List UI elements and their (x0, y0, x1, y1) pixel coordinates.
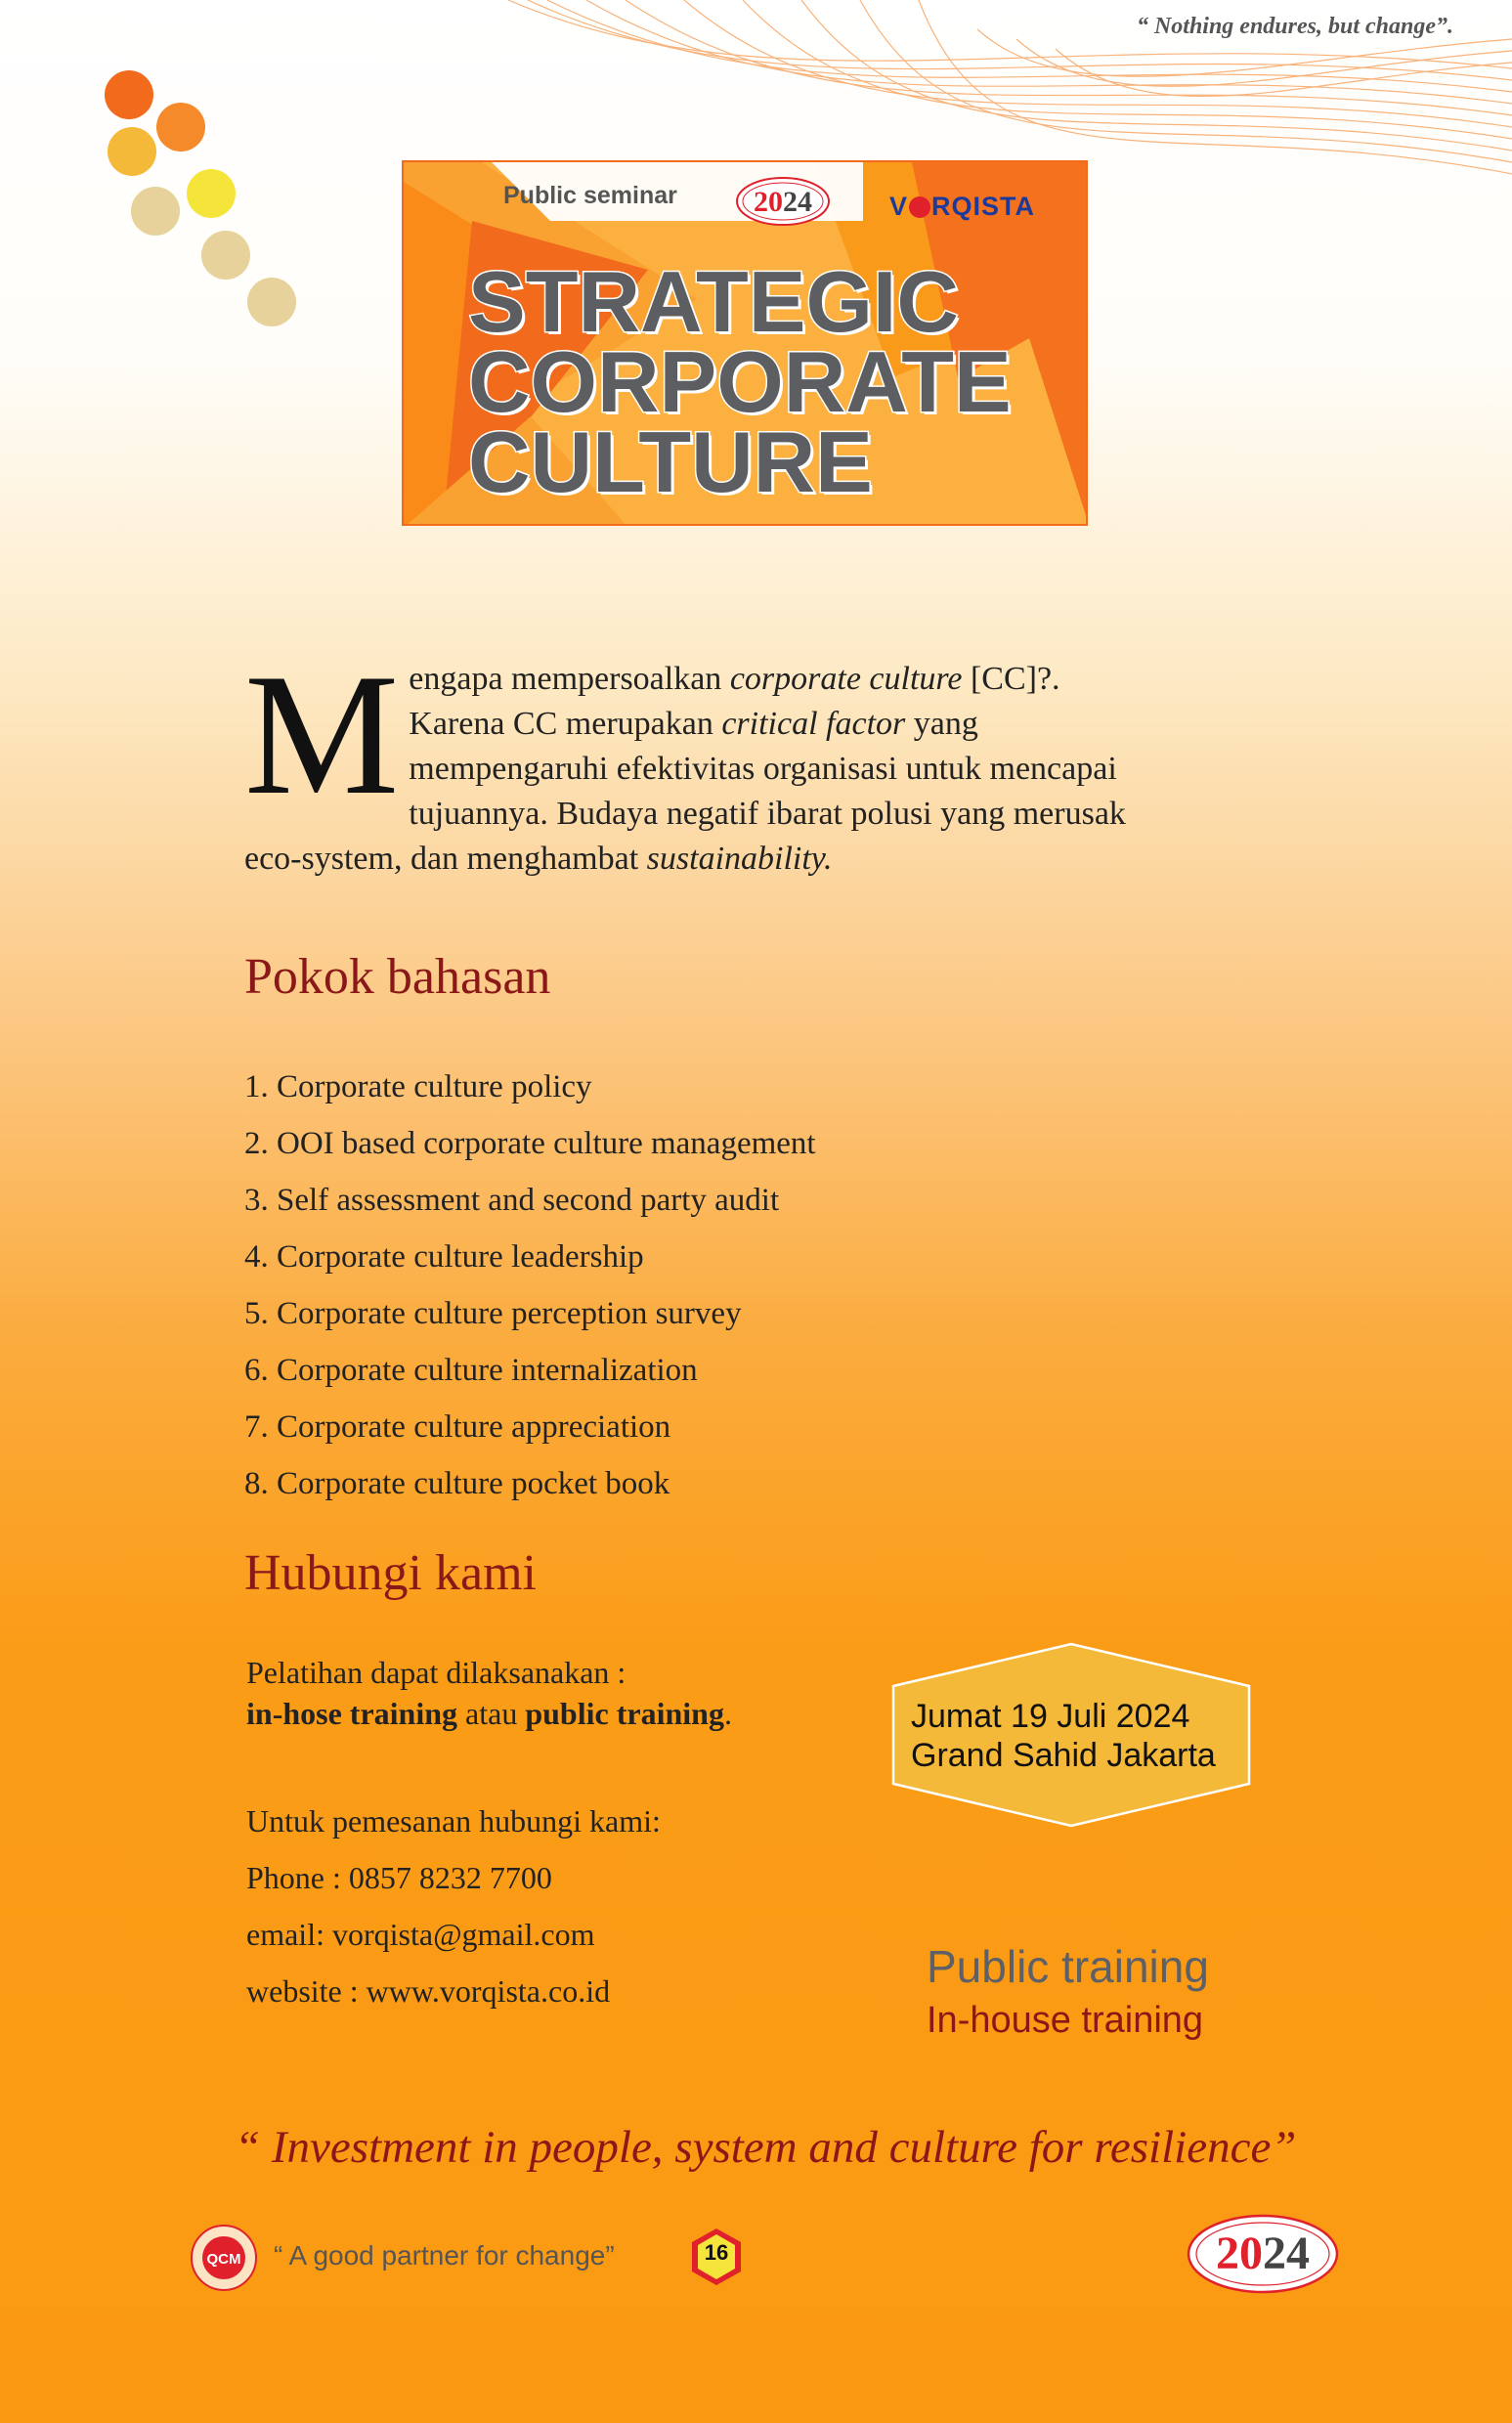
drop-cap: M (244, 637, 400, 831)
event-details (911, 1697, 1216, 1775)
title-line-3: CULTURE (468, 413, 873, 510)
training-mode-options (246, 1693, 732, 1734)
contact-info (246, 1652, 732, 2019)
footer-year-badge (1186, 2213, 1340, 2295)
website-link[interactable]: website : www.vorqista.co.id (246, 1973, 611, 2009)
event-hexagon (889, 1642, 1253, 1828)
public-option: public training (525, 1696, 724, 1731)
list-item: 1. Corporate culture policy (244, 1069, 592, 1104)
public-training-label: Public training (927, 1941, 1209, 1992)
brand-o-icon (909, 196, 930, 218)
svg-text:2024: 2024 (754, 186, 812, 218)
spacer (246, 1734, 732, 1793)
event-date: Jumat 19 Juli 2024 (911, 1698, 1190, 1735)
title-line-2: CORPORATE (468, 333, 1012, 430)
email-address[interactable]: email: vorqista@gmail.com (246, 1917, 595, 1952)
title-line-1: STRATEGIC (468, 253, 959, 350)
list-item: 2. OOI based corporate culture management (244, 1126, 816, 1161)
svg-text:2024: 2024 (1216, 2228, 1310, 2279)
inhouse-option: in-hose training (246, 1696, 458, 1731)
intro-text-2: [CC]?. Karena CC merupakan (409, 661, 1060, 742)
partner-tagline: “ A good partner for change” (274, 2240, 615, 2271)
phone-number[interactable]: Phone : 0857 8232 7700 (246, 1860, 552, 1895)
list-item: 6. Corporate culture internalization (244, 1353, 698, 1388)
intro-italic-1: corporate culture (729, 661, 963, 697)
qcm-logo-icon (190, 2224, 258, 2292)
topics-heading: Pokok bahasan (244, 949, 551, 1005)
year-2024-badge (734, 176, 832, 227)
list-item: 7. Corporate culture appreciation (244, 1409, 671, 1445)
qcm-logo-text: QCM (206, 2251, 241, 2268)
booking-line: Untuk pemesanan hubungi kami: (246, 1803, 661, 1839)
intro-text-3: yang mempengaruhi efektivitas organisasi untuk mencapai tujuannya. Budaya negatif ibarat polusi yang merusak eco-system, dan menghambat (244, 706, 1126, 877)
atau-text: atau (457, 1696, 526, 1731)
page-number: 16 (704, 2240, 729, 2265)
inhouse-training-label: In-house training (927, 2000, 1204, 2041)
topics-list (244, 1059, 816, 1512)
list-item: 4. Corporate culture leadership (244, 1239, 644, 1275)
top-quote: “ Nothing endures, but change”. (1136, 14, 1453, 39)
closing-quote: “ Investment in people, system and culture for resilience” (235, 2122, 1297, 2173)
brand-first-letter: V (889, 192, 909, 221)
contact-heading: Hubungi kami (244, 1545, 537, 1601)
seminar-banner (402, 160, 1088, 526)
intro-paragraph (244, 637, 1163, 882)
page-number-badge (686, 2227, 747, 2287)
vorqista-logo (889, 192, 1035, 222)
brand-rest: RQISTA (931, 192, 1036, 221)
list-item: 5. Corporate culture perception survey (244, 1296, 742, 1331)
list-item: 8. Corporate culture pocket book (244, 1466, 670, 1501)
decorative-dots (0, 0, 332, 352)
list-item: 3. Self assessment and second party audit (244, 1183, 780, 1218)
training-mode-line: Pelatihan dapat dilaksanakan : (246, 1655, 626, 1690)
banner-title (468, 253, 1012, 510)
intro-italic-3: sustainability. (646, 841, 833, 877)
event-venue: Grand Sahid Jakarta (911, 1737, 1216, 1774)
public-seminar-label: Public seminar (503, 182, 677, 209)
intro-text-1: engapa mempersoalkan (409, 661, 730, 697)
intro-italic-2: critical factor (721, 706, 906, 742)
period-text: . (723, 1696, 732, 1731)
